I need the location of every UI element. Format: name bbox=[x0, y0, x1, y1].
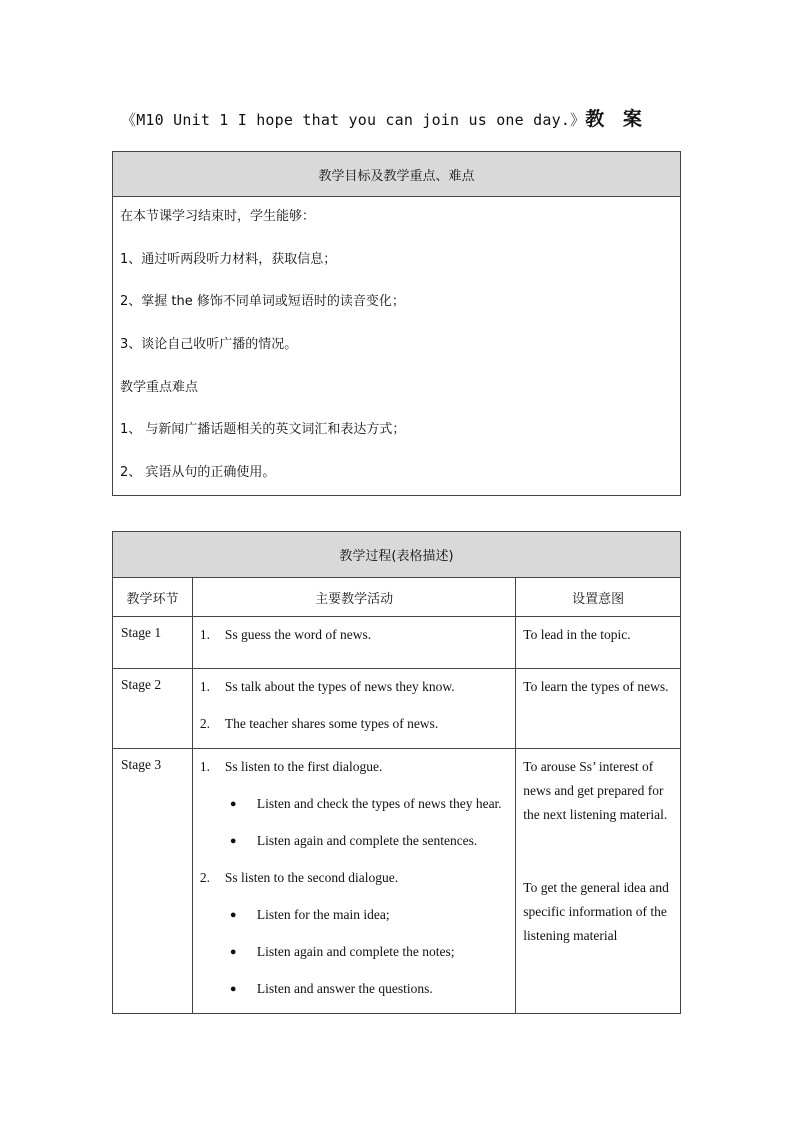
bullet-item bbox=[199, 940, 509, 977]
column-header-stage: 教学环节 bbox=[113, 578, 193, 617]
item-text: Ss listen to the first dialogue. bbox=[224, 759, 383, 774]
goals-line: 1、 与新闻广播话题相关的英文词汇和表达方式； bbox=[120, 422, 406, 438]
goals-line: 3、谈论自己收听广播的情况。 bbox=[120, 337, 298, 353]
bullet-icon: ● bbox=[229, 946, 237, 958]
stage-cell: Stage 2 bbox=[113, 669, 193, 749]
bullet-text: Listen again and complete the sentences. bbox=[256, 833, 478, 848]
process-table bbox=[112, 531, 681, 1014]
title-main: 《M10 Unit 1 I hope that you can join us one day.》 bbox=[121, 111, 586, 129]
bullet-icon: ● bbox=[229, 983, 237, 995]
goals-line: 教学重点难点 bbox=[120, 379, 199, 395]
bullet-text: Listen and check the types of news they hear. bbox=[256, 796, 502, 811]
purpose-text: To lead in the topic. bbox=[523, 627, 631, 642]
item-text: Ss listen to the second dialogue. bbox=[224, 870, 399, 885]
table-row bbox=[113, 749, 681, 1014]
goals-body bbox=[113, 197, 681, 496]
process-header: 教学过程(表格描述) bbox=[113, 532, 681, 578]
bullet-icon: ● bbox=[229, 798, 237, 810]
bullet-text: Listen again and complete the notes; bbox=[256, 944, 455, 959]
goals-table bbox=[112, 151, 681, 496]
goals-line: 在本节课学习结束时，学生能够： bbox=[120, 209, 316, 224]
item-number: 1. bbox=[199, 679, 211, 694]
purpose-cell bbox=[516, 617, 681, 669]
item-number: 2. bbox=[199, 716, 211, 731]
bullet-item bbox=[199, 829, 509, 866]
table-row bbox=[113, 669, 681, 749]
activities-cell bbox=[192, 669, 515, 749]
document-title bbox=[121, 104, 648, 131]
goals-line: 2、 宾语从句的正确使用。 bbox=[120, 465, 276, 481]
stage-cell: Stage 3 bbox=[113, 749, 193, 1014]
purpose-text: To arouse Ss’ interest of news and get prepared for the next listening material. bbox=[523, 759, 668, 822]
activity-item bbox=[199, 712, 509, 740]
item-number: 1. bbox=[199, 627, 211, 642]
bullet-text: Listen for the main idea; bbox=[256, 907, 390, 922]
purpose-cell bbox=[516, 749, 681, 1014]
bullet-icon: ● bbox=[229, 909, 237, 921]
column-header-row bbox=[113, 578, 681, 617]
bullet-icon: ● bbox=[229, 835, 237, 847]
bullet-item bbox=[199, 977, 509, 1005]
goals-header: 教学目标及教学重点、难点 bbox=[113, 152, 681, 197]
title-suffix: 教 案 bbox=[585, 108, 648, 130]
goals-line: 2、掌握 the 修饰不同单词或短语时的读音变化； bbox=[120, 294, 405, 310]
purpose-text: To get the general idea and specific information of the listening material bbox=[523, 880, 669, 943]
bullet-text: Listen and answer the questions. bbox=[256, 981, 433, 996]
goals-line: 1、通过听两段听力材料，获取信息； bbox=[120, 251, 337, 267]
bullet-item bbox=[199, 903, 509, 940]
activity-item bbox=[199, 623, 509, 660]
item-text: Ss talk about the types of news they know. bbox=[224, 679, 455, 694]
column-header-activities: 主要教学活动 bbox=[192, 578, 515, 617]
stage-cell: Stage 1 bbox=[113, 617, 193, 669]
activities-cell bbox=[192, 617, 515, 669]
bullet-item bbox=[199, 792, 509, 829]
purpose-text: To learn the types of news. bbox=[523, 679, 669, 694]
activities-cell bbox=[192, 749, 515, 1014]
purpose-cell bbox=[516, 669, 681, 749]
item-text: Ss guess the word of news. bbox=[224, 627, 372, 642]
column-header-purpose: 设置意图 bbox=[516, 578, 681, 617]
activity-item bbox=[199, 866, 509, 903]
activity-item bbox=[199, 755, 509, 792]
table-row bbox=[113, 617, 681, 669]
activity-item bbox=[199, 675, 509, 712]
item-number: 1. bbox=[199, 759, 211, 774]
item-text: The teacher shares some types of news. bbox=[224, 716, 439, 731]
item-number: 2. bbox=[199, 870, 211, 885]
